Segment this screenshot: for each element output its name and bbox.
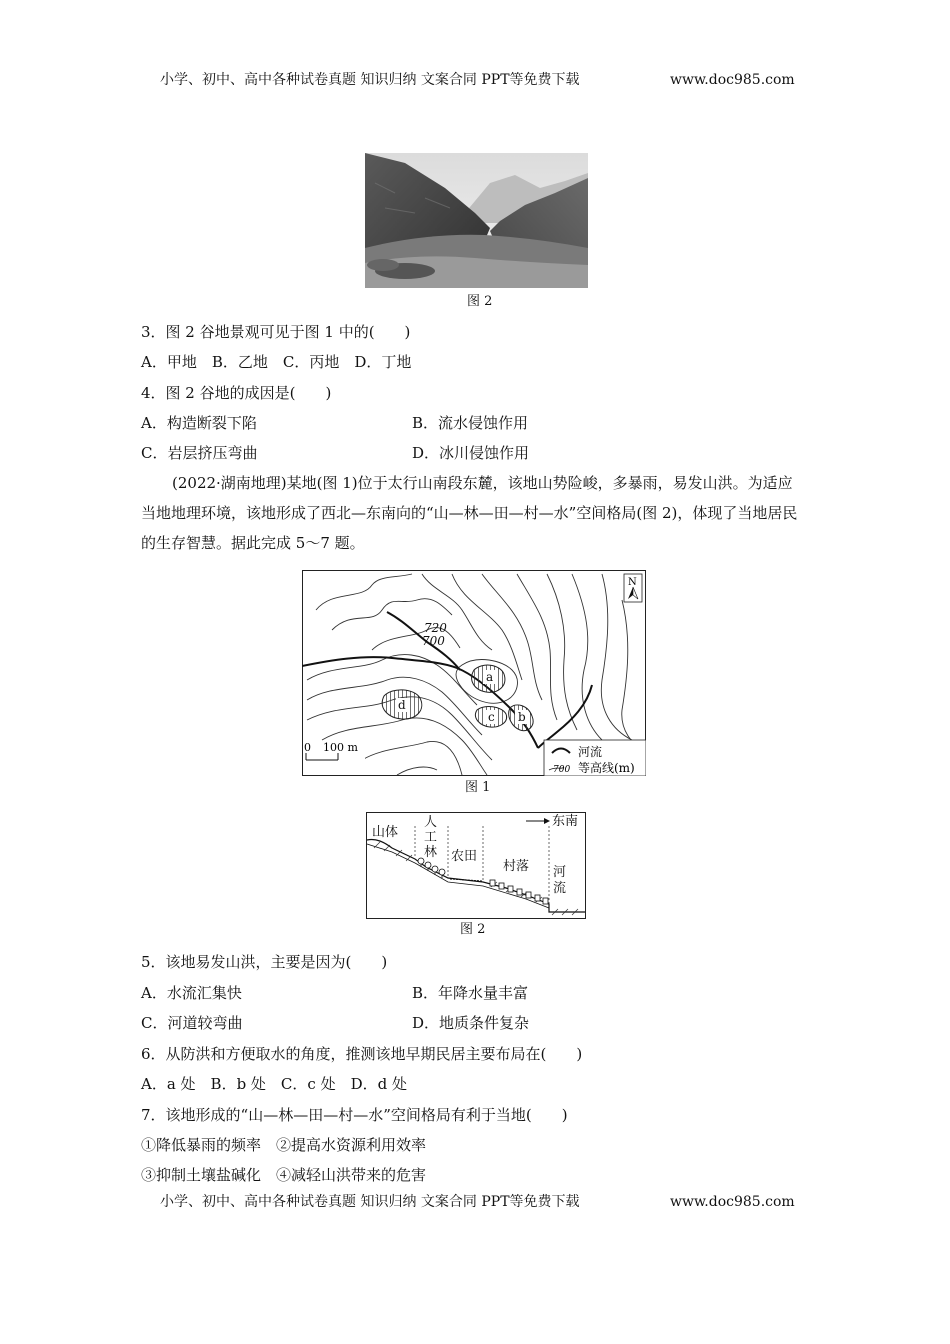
q4-stem: 4．图 2 谷地的成因是( ): [141, 384, 332, 402]
zone-farmland: 农田: [451, 849, 478, 864]
contour-label-700: 700: [422, 634, 445, 648]
q4-option-c: C．岩层挤压弯曲: [141, 444, 258, 462]
zone-river-2: 流: [553, 881, 567, 896]
contour-map: [302, 570, 646, 776]
header-url[interactable]: www.doc985.com: [670, 72, 795, 88]
zone-mountain: 山体: [372, 825, 399, 840]
q5-option-c: C．河道较弯曲: [141, 1014, 243, 1032]
map-label-a: a: [486, 670, 494, 684]
q6-stem: 6．从防洪和方便取水的角度，推测该地早期民居主要布局在( ): [141, 1045, 583, 1063]
scale-zero: 0: [304, 741, 311, 754]
scale-label: 100 m: [323, 741, 358, 754]
header-left-text: 小学、初中、高中各种试卷真题 知识归纳 文案合同 PPT等免费下载: [160, 72, 580, 88]
map-label-d: d: [398, 698, 406, 712]
direction-label: 东南: [552, 814, 579, 829]
contour-label-720: 720: [424, 621, 447, 635]
q7-choices-line1: ①降低暴雨的频率 ②提高水资源利用效率: [141, 1136, 427, 1154]
footer-left-text: 小学、初中、高中各种试卷真题 知识归纳 文案合同 PPT等免费下载: [160, 1194, 580, 1210]
zone-forest-2: 工: [424, 830, 438, 845]
zone-forest-1: 人: [424, 815, 438, 830]
q6-options: A．a 处 B．b 处 C．c 处 D．d 处: [141, 1075, 407, 1093]
intro-paragraph: (2022·湖南地理)某地(图 1)位于太行山南段东麓，该地山势险峻，多暴雨，易发山洪。为适应当地地理环境，该地形成了西北—东南向的“山—林—田—村—水”空间格局(图 2)，体现了当地居民的生存智慧。据此完成 5～7 题。: [141, 474, 798, 552]
profile-diagram: [366, 812, 586, 919]
legend-contour-value: 700: [553, 765, 571, 775]
zone-river-1: 河: [553, 865, 567, 880]
q7-stem: 7．该地形成的“山—林—田—村—水”空间格局有利于当地( ): [141, 1106, 568, 1124]
q5-stem: 5．该地易发山洪，主要是因为( ): [141, 953, 388, 971]
q3-options: A．甲地 B．乙地 C．丙地 D．丁地: [141, 353, 412, 371]
footer-url[interactable]: www.doc985.com: [670, 1194, 795, 1210]
zone-village: 村落: [503, 859, 530, 874]
map-label-b: b: [518, 710, 526, 724]
map-caption: 图 1: [465, 780, 491, 795]
north-arrow: [624, 574, 642, 602]
map-label-c: c: [488, 710, 495, 724]
q4-option-a: A．构造断裂下陷: [141, 414, 257, 432]
q5-option-d: D．地质条件复杂: [412, 1014, 530, 1032]
q3-stem: 3．图 2 谷地景观可见于图 1 中的( ): [141, 323, 411, 341]
photo-caption: 图 2: [467, 294, 493, 309]
valley-photo: [365, 153, 588, 288]
north-label: N: [628, 577, 637, 588]
q4-option-b: B．流水侵蚀作用: [412, 414, 529, 432]
map-legend: [544, 740, 646, 776]
profile-caption: 图 2: [460, 922, 486, 937]
q5-option-b: B．年降水量丰富: [412, 984, 529, 1002]
q7-choices-line2: ③抑制土壤盐碱化 ④减轻山洪带来的危害: [141, 1166, 427, 1184]
legend-contour: 等高线(m): [578, 761, 635, 775]
q4-option-d: D．冰川侵蚀作用: [412, 444, 530, 462]
legend-river: 河流: [578, 745, 603, 759]
q5-option-a: A．水流汇集快: [141, 984, 242, 1002]
scale-bar: [303, 741, 365, 775]
zone-forest-3: 林: [424, 845, 438, 860]
